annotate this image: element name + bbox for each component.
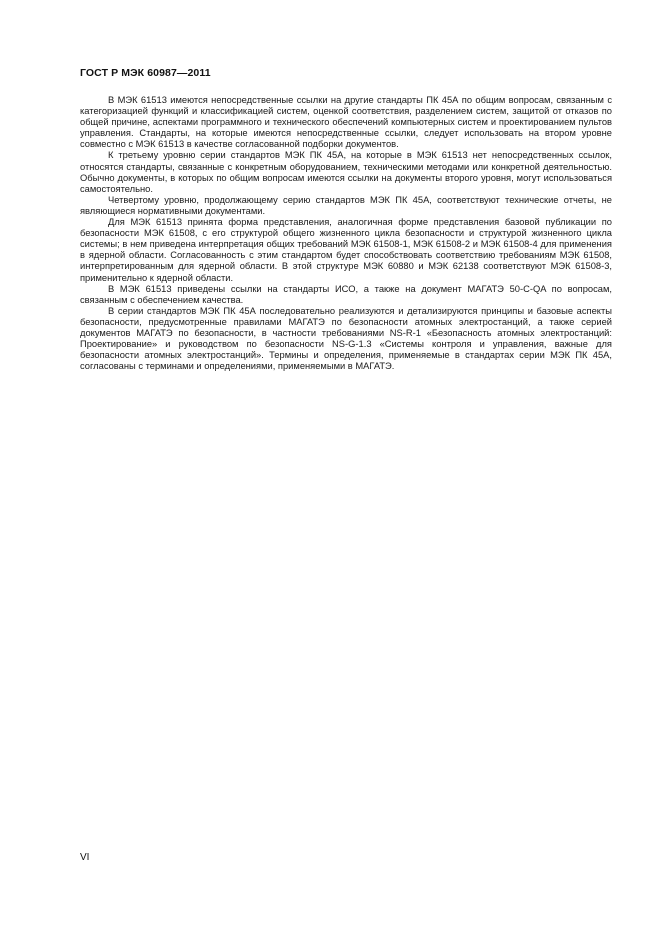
paragraph: В серии стандартов МЭК ПК 45А последовательно реализуются и детализируются принципы и базовые аспекты безопасности, предусмотренные правилами МАГАТЭ по безопасности атомных электростанций, а также серией документов МАГАТЭ по безопасности, в частности требованиями NS-R-1 «Безопасность атомных электростанций: Проектирование» и руководством по безопасности NS-G-1.3 «Системы контроля и управления, важные для безопасности атомных электростанций». Термины и определения, применяемые в стандартах серии МЭК ПК 45А, согласованы с терминами и определениями, применяемыми в МАГАТЭ. (80, 305, 612, 372)
document-header-title: ГОСТ Р МЭК 60987—2011 (80, 67, 211, 79)
page-number: VI (80, 852, 90, 863)
paragraph: В МЭК 61513 имеются непосредственные ссылки на другие стандарты ПК 45А по общим вопросам, связанным с категоризацией функций и классификацией систем, оценкой соответствия, разделением систем, защитой от отказов по общей причине, аспектами программного и технического обеспечений компьютерных систем и проектированием пультов управления. Стандарты, на которые имеются непосредственные ссылки, следует использовать на втором уровне совместно с МЭК 61513 в качестве согласованной подборки документов. (80, 95, 612, 150)
paragraph: Четвертому уровню, продолжающему серию стандартов МЭК ПК 45А, соответствуют технические отчеты, не являющиеся нормативными документами. (80, 194, 612, 216)
paragraph: В МЭК 61513 приведены ссылки на стандарты ИСО, а также на документ МАГАТЭ 50-С-QA по вопросам, связанным с обеспечением качества. (80, 283, 612, 305)
body-text (80, 95, 612, 372)
paragraph: К третьему уровню серии стандартов МЭК ПК 45А, на которые в МЭК 61513 нет непосредственных ссылок, относятся стандарты, связанные с конкретным оборудованием, техническими методами или конкретной деятельностью. Обычно документы, в которых по общим вопросам имеются ссылки на документы второго уровня, могут использоваться самостоятельно. (80, 150, 612, 194)
paragraph: Для МЭК 61513 принята форма представления, аналогичная форме представления базовой публикации по безопасности МЭК 61508, с его структурой общего жизненного цикла безопасности и структурой жизненного цикла системы; в нем приведена интерпретация общих требований МЭК 61508-1, МЭК 61508-2 и МЭК 61508-4 для применения в ядерной области. Согласованность с этим стандартом будет способствовать соответствию требованиям МЭК 61508, интерпретированным для ядерной области. В этой структуре МЭК 60880 и МЭК 62138 соответствуют МЭК 61508-3, применительно к ядерной области. (80, 217, 612, 283)
